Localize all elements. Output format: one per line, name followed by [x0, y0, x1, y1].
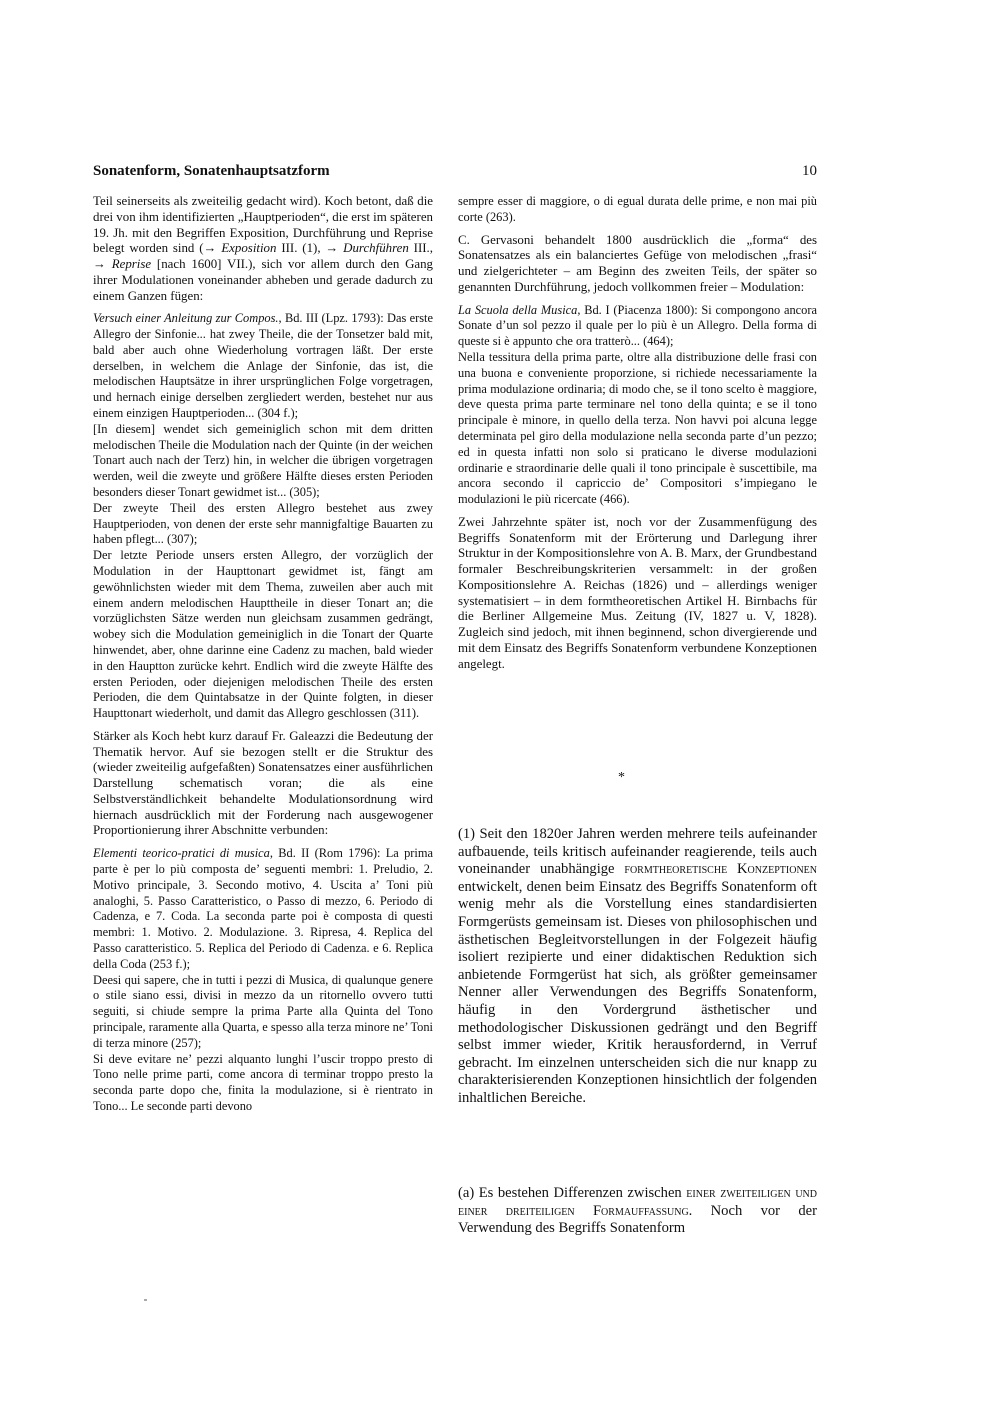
text-run: entwickelt, denen beim Einsatz des Begriffs Sonatenform oft wenig mehr als die Vorstellung eines standardisierten Formgerüsts gemeinsam ist. Dieses von philosophischen und ästhetischen Begleitvorstellungen in der Folgezeit häufig isoliert rezipierte und einer didaktischen Reduktion sich anbietende Formgerüst hat sich, als größter gemeinsamer Nenner aller Verwendungen des Begriffs Sonatenform, häufig in den Vordergrund ästhetischer und methodologischer Diskussionen gedrängt und den Begriff selbst immer wieder, Kritik herausfordernd, in Verruf gebracht. Im einzelnen unterscheiden sich die nur knapp zu charakterisierenden Konzeptionen hinsichtlich der folgenden inhaltlichen Bereiche. [458, 878, 817, 1106]
text-run: Noch vor der Verwendung des Begriffs Sonatenform [458, 1202, 817, 1237]
quote-paragraph: Deesi qui sapere, che in tutti i pezzi di Musica, di qualunque genere o stile siano essi, divisi in mezzo da un ritornello ovvero tutti seguiti, si chiude sempre la prima Parte alla Quinta del Tono principale, raramente alla Quarta, e spesso alla terza minore ne’ Toni di terza minore (257); [93, 972, 433, 1050]
text-run: Teil seinerseits als zweiteilig gedacht wird). Koch betont, daß die drei von ihm identifizierten „Hauptperioden“, die erst im späteren 19. Jh. mit den Begriffen Exposition, Durchführung und Reprise belegt worden sind (→ [93, 194, 433, 256]
quote-continuation: sempre esser di maggiore, o di egual durata delle prime, e non mai più corte (263). [458, 194, 817, 224]
koch-intro-paragraph [93, 194, 433, 304]
quote-paragraph [93, 846, 433, 972]
section-a-text [458, 1185, 817, 1238]
cross-reference-durchfuehren: Durchführen [343, 241, 409, 256]
quote-source-title: Elementi teorico-pratici di musica [93, 846, 270, 861]
text-run: , Bd. II (Rom 1796): La prima parte è per lo più composta de’ seguenti membri: 1. Preludio, 2. Motivo principale, 3. Secondo motivo, 4. Uscita a’ Toni più analoghi, 5. Passo Caratteristico, o Passo di mezzo, 6. Periodo di Cadenza, e 7. Coda. La seconda parte poi è composta di questi membri: 1. Motivo. 2. Modulazione. 3. Ripresa, 4. Replica del Passo caratteristico. 5. Replica del Periodo di Cadenza. e 6. Replica della Coda (253 f.); [93, 846, 433, 971]
right-column [458, 194, 817, 679]
quote-paragraph: Der zweyte Theil des ersten Allegro bestehet aus zwey Hauptperioden, von denen der erste sehr mannigfaltige Bauarten zu haben pflegt... (307); [93, 500, 433, 547]
section-1-paragraph [458, 826, 817, 1108]
small-caps-term: einer zweiteiligen und einer dreiteiligen Formauffassung. [458, 1185, 817, 1219]
quote-paragraph: Si deve evitare ne’ pezzi alquanto lunghi l’uscir troppo presto di Tono nelle prime parti, come ancora di terminar troppo presto la seconda parte dopo che, finita la modulazione, si è rientrato in Tono... Le seconde parti devono [93, 1051, 433, 1113]
galeazzi-quotation [93, 846, 433, 1115]
quote-source-title: La Scuola della Musica [458, 302, 578, 317]
section-1-text [458, 826, 817, 1108]
koch-quotation [93, 311, 433, 722]
text-run: III. (1), → [276, 241, 344, 256]
text-run: III., → [93, 241, 434, 271]
quote-source-title: Versuch einer Anleitung zur Compos. [93, 311, 279, 326]
quote-paragraph [458, 303, 817, 350]
cross-reference-reprise: Reprise [111, 257, 152, 271]
text-run: (a) Es bestehen Differenzen zwischen [458, 1185, 687, 1201]
reicha-paragraph: Zwei Jahrzehnte später ist, noch vor der Zusammenfügung des Begriffs Sonatenform mit der Erörterung und Darlegung ihrer Struktur in der Kompositionslehre von A. B. Marx, der Grundbestand formaler Beschreibungskriterien versammelt: in der großen Kompositionslehre A. Reichas (1826) und – allerdings weniger systematisiert – in dem formtheoretischen Artikel H. Birnbachs für die Berliner Allgemeine Mus. Zeitung (IV, 1827 u. V, 1828). Zugleich sind jedoch, mit ihnen beginnend, schon divergierende und mit dem Einsatz des Begriffs Sonatenform verbundene Konzeptionen angelegt. [458, 514, 817, 671]
running-title: Sonatenform, Sonatenhauptsatzform [93, 163, 330, 179]
gervasoni-intro-paragraph: C. Gervasoni behandelt 1800 ausdrücklich die „forma“ des Sonatensatzes als ein balanciertes Gefüge von melodischen „frasi“ und zielgerichteter – am Beginn des zweiten Teils, der später so genannten Durchführung, jedoch vollkommen freier – Modulation: [458, 232, 817, 294]
gervasoni-quotation [458, 303, 817, 508]
scan-speck [144, 1299, 147, 1301]
page-number: 10 [802, 163, 817, 179]
small-caps-term: formtheoretische Konzeptionen [624, 861, 817, 878]
quote-paragraph: [In diesem] wendet sich gemeiniglich schon mit dem dritten melodischen Theile die Modulation nach der Quinte (in der weichen Tonart auch nach der Terz) hin, in welcher die übrigen vorgetragen werden, weil die zweyte und größere Hälfte dieses ersten Perioden besonders dieser Tonart gewidmet ist... (305); [93, 421, 433, 500]
section-a-paragraph [458, 1185, 817, 1238]
text-run: , Bd. I (Piacenza 1800): Si compongono ancora Sonate d’un sol pezzo il quale per lo più è un Allegro. Della forma di queste si è appunto che ora tratterò... (464); [458, 302, 817, 349]
cross-reference-exposition: Exposition [221, 241, 277, 256]
section-divider-asterisk: * [618, 770, 625, 785]
left-column [93, 194, 433, 1122]
page-header [93, 163, 817, 185]
galeazzi-intro-paragraph: Stärker als Koch hebt kurz darauf Fr. Galeazzi die Bedeutung der Thematik hervor. Auf sie bezogen stellt er die Struktur des (wieder zweiteilig aufgefaßten) Sonatensatzes einer ausführlichen Darstellung schematisch voran; die als eine Selbstverständlichkeit behandelte Modulationsordnung wird hiernach ausdrücklich mit der Forderung nach ausgewogener Proportionierung ihrer Abschnitte verbunden: [93, 728, 433, 838]
quote-paragraph [93, 311, 433, 422]
text-run: [nach 1600] VII.), sich vor allem durch den Gang ihrer Modulationen voneinander abheben und gerade dadurch zu einem Ganzen fügen: [93, 257, 433, 303]
text-run: (1) Seit den 1820er Jahren werden mehrere teils aufeinander aufbauende, teils kritisch aufeinander reagierende, teils auch voneinander unabhängige [458, 826, 817, 878]
quote-paragraph: Der letzte Periode unsers ersten Allegro, der vorzüglich der Modulation in der Haupttonart gewidmet ist, fängt am gewöhnlichsten wieder mit dem Thema, zuweilen aber auch mit einem andern melodischen Haupttheile in dieser Tonart an; die vorzüglichsten Sätze werden nun gleichsam zusammen gedrängt, wobey sich die Modulation gemeiniglich in die Tonart der Quarte hinwendet, aber, ohne darinne eine Cadenz zu machen, bald wieder in den Hauptton zurücke kehrt. Endlich wird die zweyte Hälfte des ersten Perioden, oder diejenigen melodischen Theile des ersten Perioden, die dem Quintabsatze in der Quinte folgten, in dieser Haupttonart wiederholt, und damit das Allegro geschlossen (311). [93, 548, 433, 721]
quote-paragraph: Nella tessitura della prima parte, oltre alla distribuzione delle frasi con una buona e conveniente proporzione, si richiede necessariamente la prima modulazione ordinaria; di modo che, se il tono scelto è maggiore, deve questa prima parte terminare nel tono della quinta; e se il tono principale è minore, in quello della terza. Non havvi poi alcuna legge determinata pel giro della modulazione nella seconda parte d’un pezzo; ed in questa infatti non solo si praticano le diverse modulazioni ordinarie e straordinarie delle quali il tono principale è suscettibile, ma ancora secondo il capriccio de’ Compositori s’impiegano le modulazioni le più ricercate (466). [458, 349, 817, 507]
text-run: , Bd. III (Lpz. 1793): Das erste Allegro der Sinfonie... hat zwey Theile, die der Tonsetzer bald mit, bald aber auch ohne Wiederholung vortragen läßt. Der erste derselben, in welchem die Anlage der Sinfonie, das ist, die melodischen Hauptsätze in ihrer ursprünglichen Folge vorgetragen, und hernach einige derselben zergliedert werden, bestehet nur aus einem einzigen Hauptperioden... (304 f.); [93, 311, 434, 421]
